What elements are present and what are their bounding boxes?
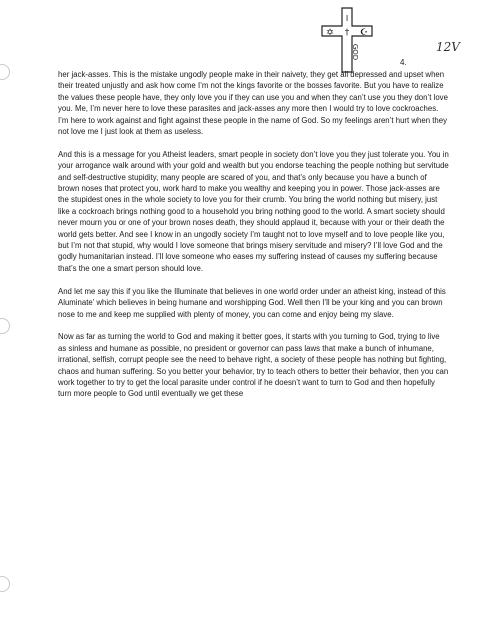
paragraph: her jack-asses. This is the mistake ungodly people make in their naivety, they get all depressed and upset when their treated unjustly and ask how come I’m not the kings favorite or the bosses favorite. But you have to realize the values these people have, they only love you if they can use you and when they can’t use you they don’t love you. Me, I’m never here to love these parasites and jack-asses any more then I would try to love cockroaches. I’m here to work against and fight against these people in the name of God. So my feelings aren’t hurt when they not love me I just look at them as useless. xyxy=(58,70,448,137)
paragraph: And this is a message for you Atheist leaders, smart people in society don’t love you they just tolerate you. You in your arrogance walk around with your gold and wealth but you endorse teaching the people nothing but servitude and self-destructive stupidity, many people are scared of you, and that’s only because you have a bunch of brown noses that protect you, work hard to make you wealthy and keeping you in power. Those jack-asses are the stupidest ones in the whole society to love you for their crumb. You bring the world nothing but misery, just like a cockroach brings nothing good to a household you bring nothing good to the world. A smart society should never mourn you or one of your brown noses death, they should applaud it, because with your or their death the world gets better. And see I know in an ungodly society I’m taught not to love myself and to love people like you, but I’m not that stupid, why would I love someone that brings misery servitude and misery? I’ll love God and the godly humanitarian instead. I’ll love someone who eases my suffering instead of causes my suffering because that’s the one a smart person should love. xyxy=(58,149,449,273)
cross-god-label: GOD xyxy=(351,43,359,61)
cross-logo xyxy=(306,6,390,74)
page-number: 4. xyxy=(400,58,407,67)
cross-top-letter: I xyxy=(345,14,349,23)
paragraph: Now as far as turning the world to God and making it better goes, it starts with you turning to God, trying to live as sinless and humane as possible, no president or governor can pass laws that make a bunch of inhumane, irrational, selfish, corrupt people see the need to behave right, a society of these people has nothing but fighting, chaos and human suffering. So you better your behavior, try to teach others to better their behavior, then you can work together to try to get the local parasite under control if he doesn’t want to turn to God and then hopefully turn more people to God until eventually we get these xyxy=(58,332,449,399)
punch-hole xyxy=(0,318,10,334)
crescent-star-icon: ☪ xyxy=(359,28,369,38)
star-of-david-icon: ✡ xyxy=(326,28,334,38)
punch-hole xyxy=(0,576,10,592)
cross-middle-mark: † xyxy=(344,28,350,38)
punch-hole xyxy=(0,64,10,80)
document-body xyxy=(58,69,450,411)
paragraph: And let me say this if you like the Illuminate that believes in one world order under an atheist king, instead of this Aluminate’ which believes in being humane and worshipping God. Well then I’ll be your king and you can brown nose to me and keep me supplied with plenty of money, you can come and enjoy being my slave. xyxy=(58,286,446,319)
handwritten-page-mark: 12V xyxy=(436,40,460,54)
